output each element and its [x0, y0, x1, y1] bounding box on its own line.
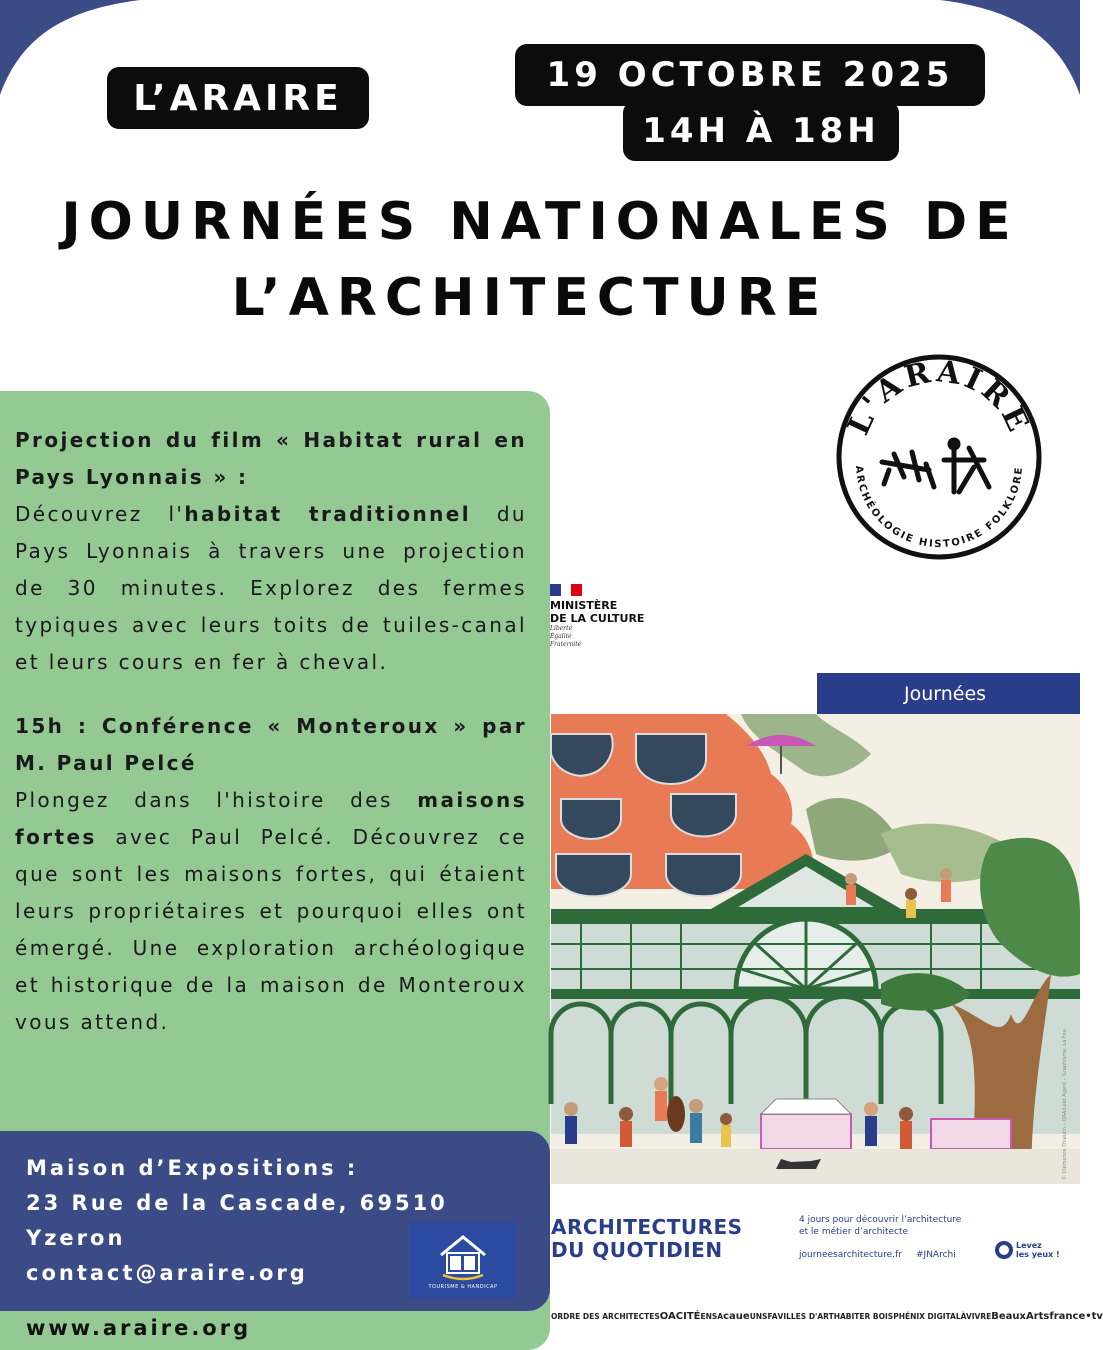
- poster-illustration: [551, 714, 1080, 1184]
- conference-description: [15, 782, 527, 1041]
- film-text-part: du Pays Lyonnais à travers une projection de 30 minutes. Explorez des fermes typiques avec leurs toits de tuiles-canal et leurs cours en fer à cheval.: [15, 502, 528, 674]
- conference-heading: 15h : Conférence « Monteroux » par M. Paul Pelcé: [15, 714, 527, 775]
- conf-text-part: Plongez dans l'histoire des: [15, 788, 418, 812]
- desc-line-2: et le métier d’architecte: [799, 1227, 909, 1237]
- tourisme-handicap-logo: [409, 1222, 517, 1298]
- poster-theme: [551, 1216, 743, 1262]
- levez-les-yeux-logo: [995, 1241, 1060, 1259]
- program-text: [15, 422, 527, 1041]
- partner-logo: ENSA: [700, 1311, 724, 1321]
- jna-line-1: Journées: [904, 683, 987, 705]
- conf-text-part: avec Paul Pelcé. Découvrez ce que sont les maisons fortes, qui étaient leurs propriétaires et pourquoi elles ont émergé. Une exploration archéologique et historique de la maison de Monteroux vous attend.: [15, 825, 527, 1034]
- partner-logo: ÀVIVRE: [960, 1311, 992, 1321]
- poster-hashtag: #JNArchi: [916, 1250, 956, 1260]
- motto-2: Égalité: [550, 633, 572, 640]
- conf-text-bold: maisons fortes: [15, 788, 527, 849]
- film-text-bold: habitat traditionnel: [184, 502, 472, 526]
- ministere-line-2: DE LA CULTURE: [550, 612, 645, 625]
- event-date: 19 OCTOBRE 2025: [515, 44, 985, 106]
- partner-logo: OA: [659, 1310, 676, 1322]
- partner-logos: [551, 1306, 1103, 1326]
- theme-line-2: DU QUOTIDIEN: [551, 1238, 723, 1262]
- partner-logo: BeauxArts: [991, 1310, 1050, 1322]
- desc-line-1: 4 jours pour découvrir l’architecture: [799, 1215, 962, 1225]
- french-flag-icon: [550, 584, 582, 596]
- film-text-part: Découvrez l': [15, 502, 185, 526]
- website-link[interactable]: www.araire.org: [26, 1316, 252, 1340]
- partner-logo: VILLES D'ART: [777, 1311, 834, 1321]
- partner-logo: caue: [723, 1310, 750, 1322]
- tourisme-label: TOURISME & HANDICAP: [428, 1283, 498, 1290]
- contact-info: [26, 1151, 448, 1291]
- partner-logo: ORDRE DES ARCHITECTES: [551, 1311, 660, 1321]
- film-heading: Projection du film « Habitat rural en Pays Lyonnais » :: [15, 428, 527, 489]
- levez-line-1: Levez: [1016, 1241, 1042, 1250]
- venue-street: 23 Rue de la Cascade, 69510: [26, 1191, 448, 1215]
- partner-logo: UNSFA: [749, 1311, 778, 1321]
- motto-1: Liberté: [550, 625, 573, 632]
- seal-name: L'ARAIRE: [841, 354, 1037, 441]
- levez-line-2: les yeux !: [1016, 1250, 1060, 1259]
- film-description: [15, 496, 527, 681]
- republic-motto: [550, 625, 660, 649]
- poster-description: [799, 1214, 961, 1238]
- title-line-1: JOURNÉES NATIONALES DE: [61, 192, 1019, 252]
- page-title: [0, 184, 1080, 336]
- ring-icon: [995, 1241, 1013, 1259]
- title-line-2: L’ARCHITECTURE: [231, 268, 829, 328]
- ministere-line-1: MINISTÈRE: [550, 599, 618, 612]
- ministere-logo: [550, 584, 660, 649]
- partner-logo: HABITER BOIS: [833, 1311, 894, 1321]
- theme-line-1: ARCHITECTURES: [551, 1215, 743, 1239]
- venue-name: Maison d’Expositions :: [26, 1156, 359, 1180]
- contact-email[interactable]: contact@araire.org: [26, 1261, 308, 1285]
- partner-logo: PHÉNIX DIGITAL: [893, 1311, 961, 1321]
- accessible-house-icon: [433, 1231, 493, 1281]
- org-badge: L’ARAIRE: [107, 67, 369, 129]
- partner-logo: france•tv: [1049, 1310, 1103, 1322]
- event-time: 14H À 18H: [623, 101, 899, 161]
- partner-logo: CITÉ: [675, 1310, 701, 1322]
- seal-subtitle: ARCHÉOLOGIE HISTOIRE FOLKLORE: [852, 465, 1026, 551]
- ministere-name: [550, 599, 660, 625]
- araire-seal-logo: [834, 352, 1044, 562]
- poster-website[interactable]: journeesarchitecture.fr: [799, 1250, 902, 1260]
- illustration-credit: © Clémence Thieulin – DAA/Leet Agent – Graphisme: La Fou: [1062, 1029, 1068, 1180]
- venue-city: Yzeron: [26, 1226, 126, 1250]
- motto-3: Fraternité: [550, 641, 582, 648]
